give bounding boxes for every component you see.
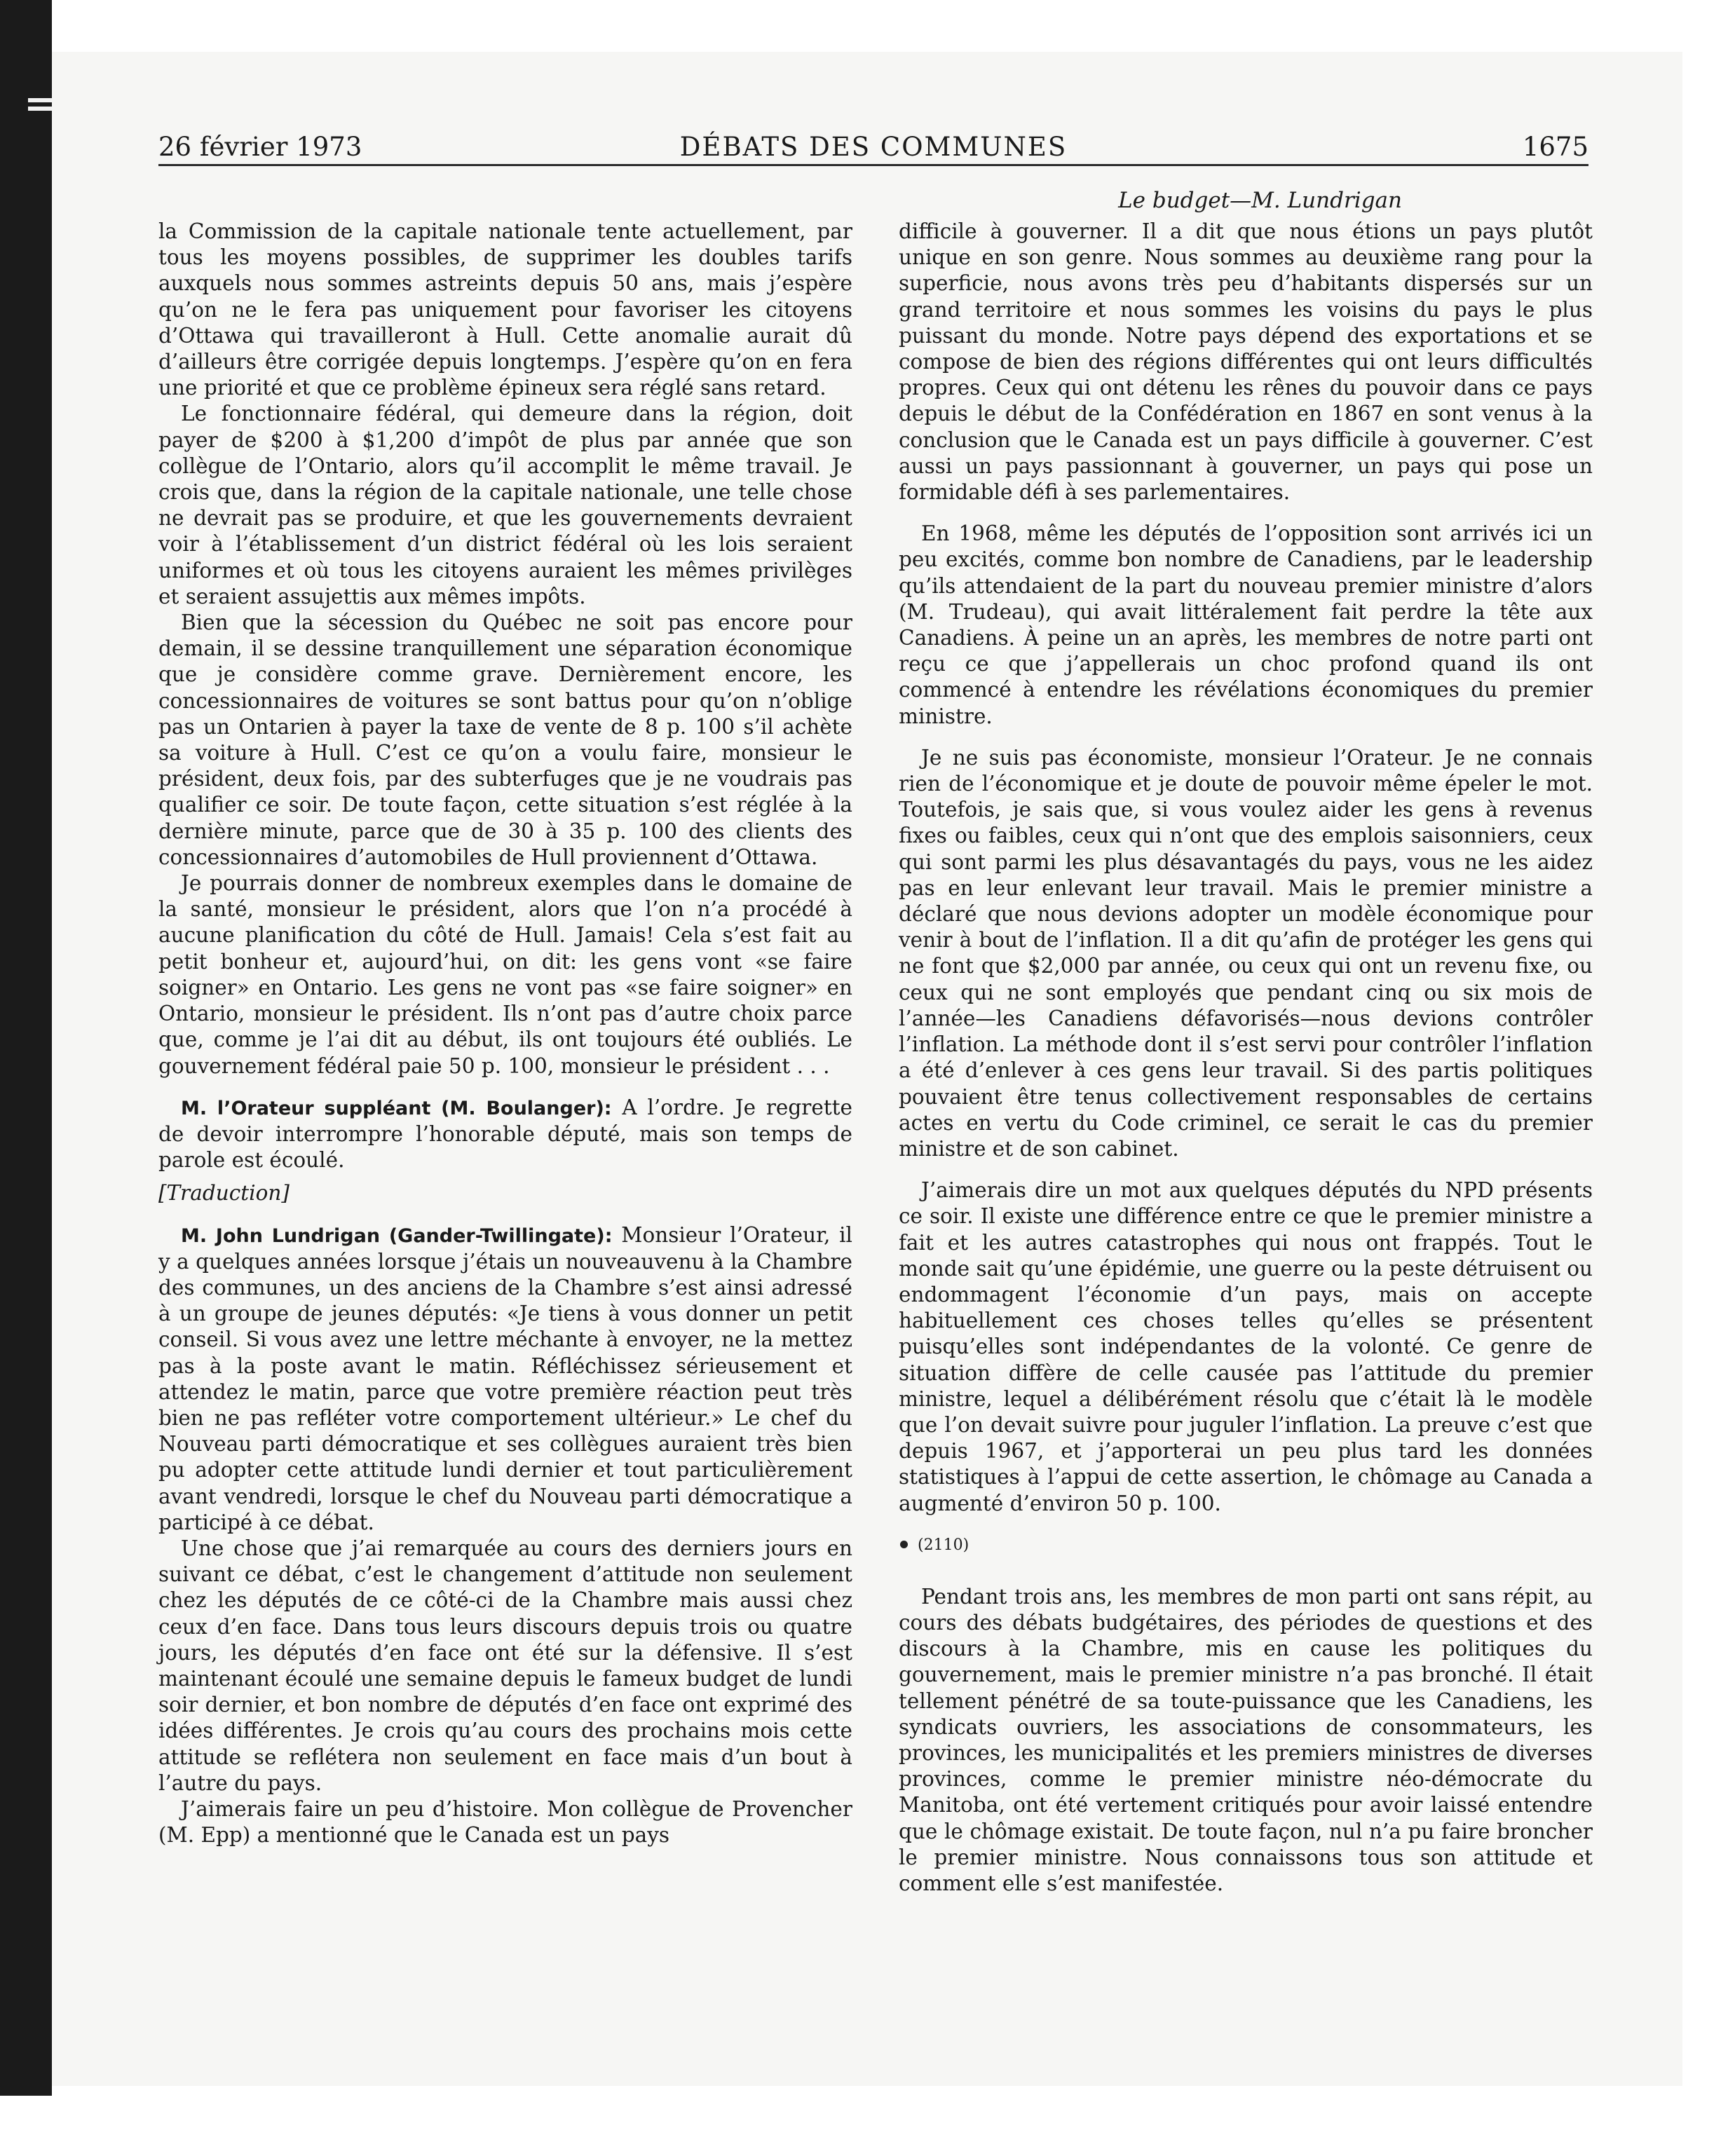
right-column	[899, 219, 1593, 1897]
running-header	[158, 130, 1588, 172]
scan-mark	[28, 98, 52, 102]
scan-mark	[28, 107, 52, 111]
translation-note: [Traduction]	[158, 1181, 290, 1206]
header-rule	[158, 164, 1588, 166]
speaker-name: M. John Lundrigan (Gander-Twillingate):	[181, 1224, 613, 1247]
speech-paragraph	[158, 1222, 852, 1536]
body-paragraph: Une chose que j’ai remarquée au cours des derniers jours en suivant ce débat, c’est le changement d’attitude non seulement chez les députés de ce côté-ci de la Chambre mais aussi chez ceux d’en face. Dans tous leurs discours depuis trois ou quatre jours, les députés d’en face ont été sur la défensive. Il s’est maintenant écoulé une semaine depuis le fameux budget de lundi soir dernier, et bon nombre de députés d’en face ont exprimé des idées différentes. Je crois qu’au cours des prochains mois cette attitude se reflétera non seulement en face mais d’un bout à l’autre du pays.	[158, 1536, 852, 1795]
speaker-name: M. l’Orateur suppléant (M. Boulanger):	[181, 1097, 612, 1119]
bullet-icon	[900, 1541, 908, 1548]
body-paragraph: Bien que la sécession du Québec ne soit pas encore pour demain, il se dessine tranquillement une séparation économique que je considère comme grave. Dernièrement encore, les concessionnaires de voitures se sont battus pour qu’on n’oblige pas un Ontarien à payer la taxe de vente de 8 p. 100 s’il achète sa voiture à Hull. C’est ce qu’on a voulu faire, monsieur le président, deux fois, par des subterfuges que je ne voudrais pas qualifier ce soir. De toute façon, cette situation s’est réglée à la dernière minute, parce que de 30 à 35 p. 100 des clients des concessionnaires d’automobiles de Hull proviennent d’Ottawa.	[158, 610, 852, 869]
scan-border	[0, 0, 52, 2156]
body-paragraph: J’aimerais faire un peu d’histoire. Mon collègue de Provencher (M. Epp) a mentionné que le Canada est un pays	[158, 1796, 852, 1848]
section-label: Le budget—M. Lundrigan	[1118, 188, 1402, 213]
speech-text: Monsieur l’Orateur, il y a quelques années lorsque j’étais un nouveauvenu à la Chambre des communes, un des anciens de la Chambre s’est ainsi adressé à un groupe de jeunes députés: «Je tiens à vous donner un petit conseil. Si vous avez une lettre méchante à envoyer, ne la mettez pas à la poste avant le matin. Réfléchissez sérieusement et attendez le matin, parce que votre première réaction peut très bien ne pas refléter votre comportement ultérieur.» Le chef du Nouveau parti démocratique et ses collègues auraient très bien pu adopter cette attitude lundi dernier et tout particulièrement avant vendredi, lorsque le chef du Nouveau parti démocratique a participé à ce débat.	[158, 1222, 852, 1534]
header-date: 26 février 1973	[158, 132, 362, 162]
body-paragraph: difficile à gouverner. Il a dit que nous étions un pays plutôt unique en son genre. Nous sommes au deuxième rang pour la superficie, nous avons très peu d’habitants dispersés sur un grand territoire et nous sommes les voisins du pays le plus puissant du monde. Notre pays dépend des exportations et se compose de bien des régions différentes qui ont leurs difficultés propres. Ceux qui ont détenu les rênes du pouvoir dans ce pays depuis le début de la Confédération en 1867 en sont venus à la conclusion que le Canada est un pays difficile à gouverner. C’est aussi un pays passionnant à gouverner, un pays qui pose un formidable défi à ses parlementaires.	[899, 219, 1593, 505]
page-number: 1675	[1522, 132, 1588, 162]
body-paragraph: J’aimerais dire un mot aux quelques députés du NPD présents ce soir. Il existe une différence entre ce que le premier ministre a fait et les autres catastrophes qui nous ont frappés. Tout le monde sait qu’une épidémie, une guerre ou la peste détruisent ou endommagent l’économie d’un pays, mais on accepte habituellement ces choses telles qu’elles se présentent puisqu’elles sont indépendantes de la volonté. Ce genre de situation diffère de celle causée pas l’attitude du premier ministre, lequel a délibérément résolu que c’était là le modèle que l’on devait suivre pour juguler l’inflation. La preuve c’est que depuis 1967, et j’apporterai un peu plus tard les données statistiques à l’appui de cette assertion, le chômage au Canada a augmenté d’environ 50 p. 100.	[899, 1178, 1593, 1515]
left-column	[158, 219, 852, 1848]
scan-margin	[0, 2096, 1735, 2156]
body-paragraph: Pendant trois ans, les membres de mon parti ont sans répit, au cours des débats budgétaires, des périodes de questions et des discours à la Chambre, mis en cause les politiques du gouvernement, mais le premier ministre n’a pas bronché. Il était tellement pénétré de sa toute-puissance que les Canadiens, les syndicats ouvriers, les associations de consommateurs, les provinces, les municipalités et les premiers ministres de diverses provinces, comme le premier ministre néo-démocrate du Manitoba, ont été vertement critiqués pour avoir laissé entendre que le chômage existait. De toute façon, nul n’a pu faire broncher le premier ministre. Nous connaissons tous son attitude et comment elle s’est manifestée.	[899, 1584, 1593, 1895]
body-paragraph: Le fonctionnaire fédéral, qui demeure dans la région, doit payer de $200 à $1,200 d’impôt de plus par année que son collègue de l’Ontario, alors qu’il accomplit le même travail. Je crois que, dans la région de la capitale nationale, une telle chose ne devrait pas se produire, et que les gouvernements devraient voir à l’établissement d’un district fédéral où les lois seraient uniformes et où tous les citoyens auraient les mêmes privilèges et seraient assujettis aux mêmes impôts.	[158, 402, 852, 608]
header-title: DÉBATS DES COMMUNES	[679, 132, 1068, 162]
time-code: (2110)	[918, 1536, 969, 1554]
body-paragraph: la Commission de la capitale nationale tente actuellement, par tous les moyens possibles, de supprimer les doubles tarifs auxquels nous sommes astreints depuis 50 ans, mais j’espère qu’on ne le fera pas uniquement pour favoriser les citoyens d’Ottawa qui travailleront à Hull. Cette anomalie aurait dû d’ailleurs être corrigée depuis longtemps. J’espère qu’on en fera une priorité et que ce problème épineux sera réglé sans retard.	[158, 219, 852, 400]
time-marker	[899, 1535, 1593, 1556]
speech-paragraph	[158, 1095, 852, 1174]
body-paragraph: Je ne suis pas économiste, monsieur l’Orateur. Je ne connais rien de l’économique et je doute de pouvoir même épeler le mot. Toutefois, je sais que, si vous voulez aider les gens à revenus fixes ou faibles, ceux qui n’ont que des emplois saisonniers, ceux qui sont parmi les plus désavantagés du pays, vous ne les aidez pas en leur enlevant leur travail. Mais le premier ministre a déclaré que nous devions adopter un modèle économique pour venir à bout de l’inflation. Il a dit qu’afin de protéger les gens qui ne font que $2,000 par année, ou ceux qui ont un revenu fixe, ou ceux qui ne sont employés que pendant cinq ou six mois de l’année—les Canadiens défavorisés—nous devions contrôler l’inflation. La méthode dont il s’est servi pour contrôler l’inflation a été d’enlever à ces gens leur travail. Si des partis politiques pouvaient être tenus collectivement responsables de certains actes en vertu du Code criminel, ce serait le cas du premier ministre et de son cabinet.	[899, 745, 1593, 1161]
speech-text: A l’ordre. Je regrette de devoir interrompre l’honorable député, mais son temps de parole est écoulé.	[158, 1095, 852, 1173]
body-paragraph: En 1968, même les députés de l’opposition sont arrivés ici un peu excités, comme bon nombre de Canadiens, par le leadership qu’ils attendaient de la part du nouveau premier ministre d’alors (M. Trudeau), qui avait littéralement fait perdre la tête aux Canadiens. À peine un an après, les membres de notre parti ont reçu ce que j’appellerais un choc profond quand ils ont commencé à entendre les révélations économiques du premier ministre.	[899, 521, 1593, 728]
body-paragraph: Je pourrais donner de nombreux exemples dans le domaine de la santé, monsieur le président, alors que l’on n’a procédé à aucune planification du côté de Hull. Jamais! Cela s’est fait au petit bonheur et, aujourd’hui, on dit: les gens vont «se faire soigner» en Ontario. Les gens ne vont pas «se faire soigner» en Ontario, monsieur le président. Ils n’ont pas d’autre choix parce que, comme je l’ai dit au début, ils ont toujours été oubliés. Le gouvernement fédéral paie 50 p. 100, monsieur le président . . .	[158, 871, 852, 1078]
